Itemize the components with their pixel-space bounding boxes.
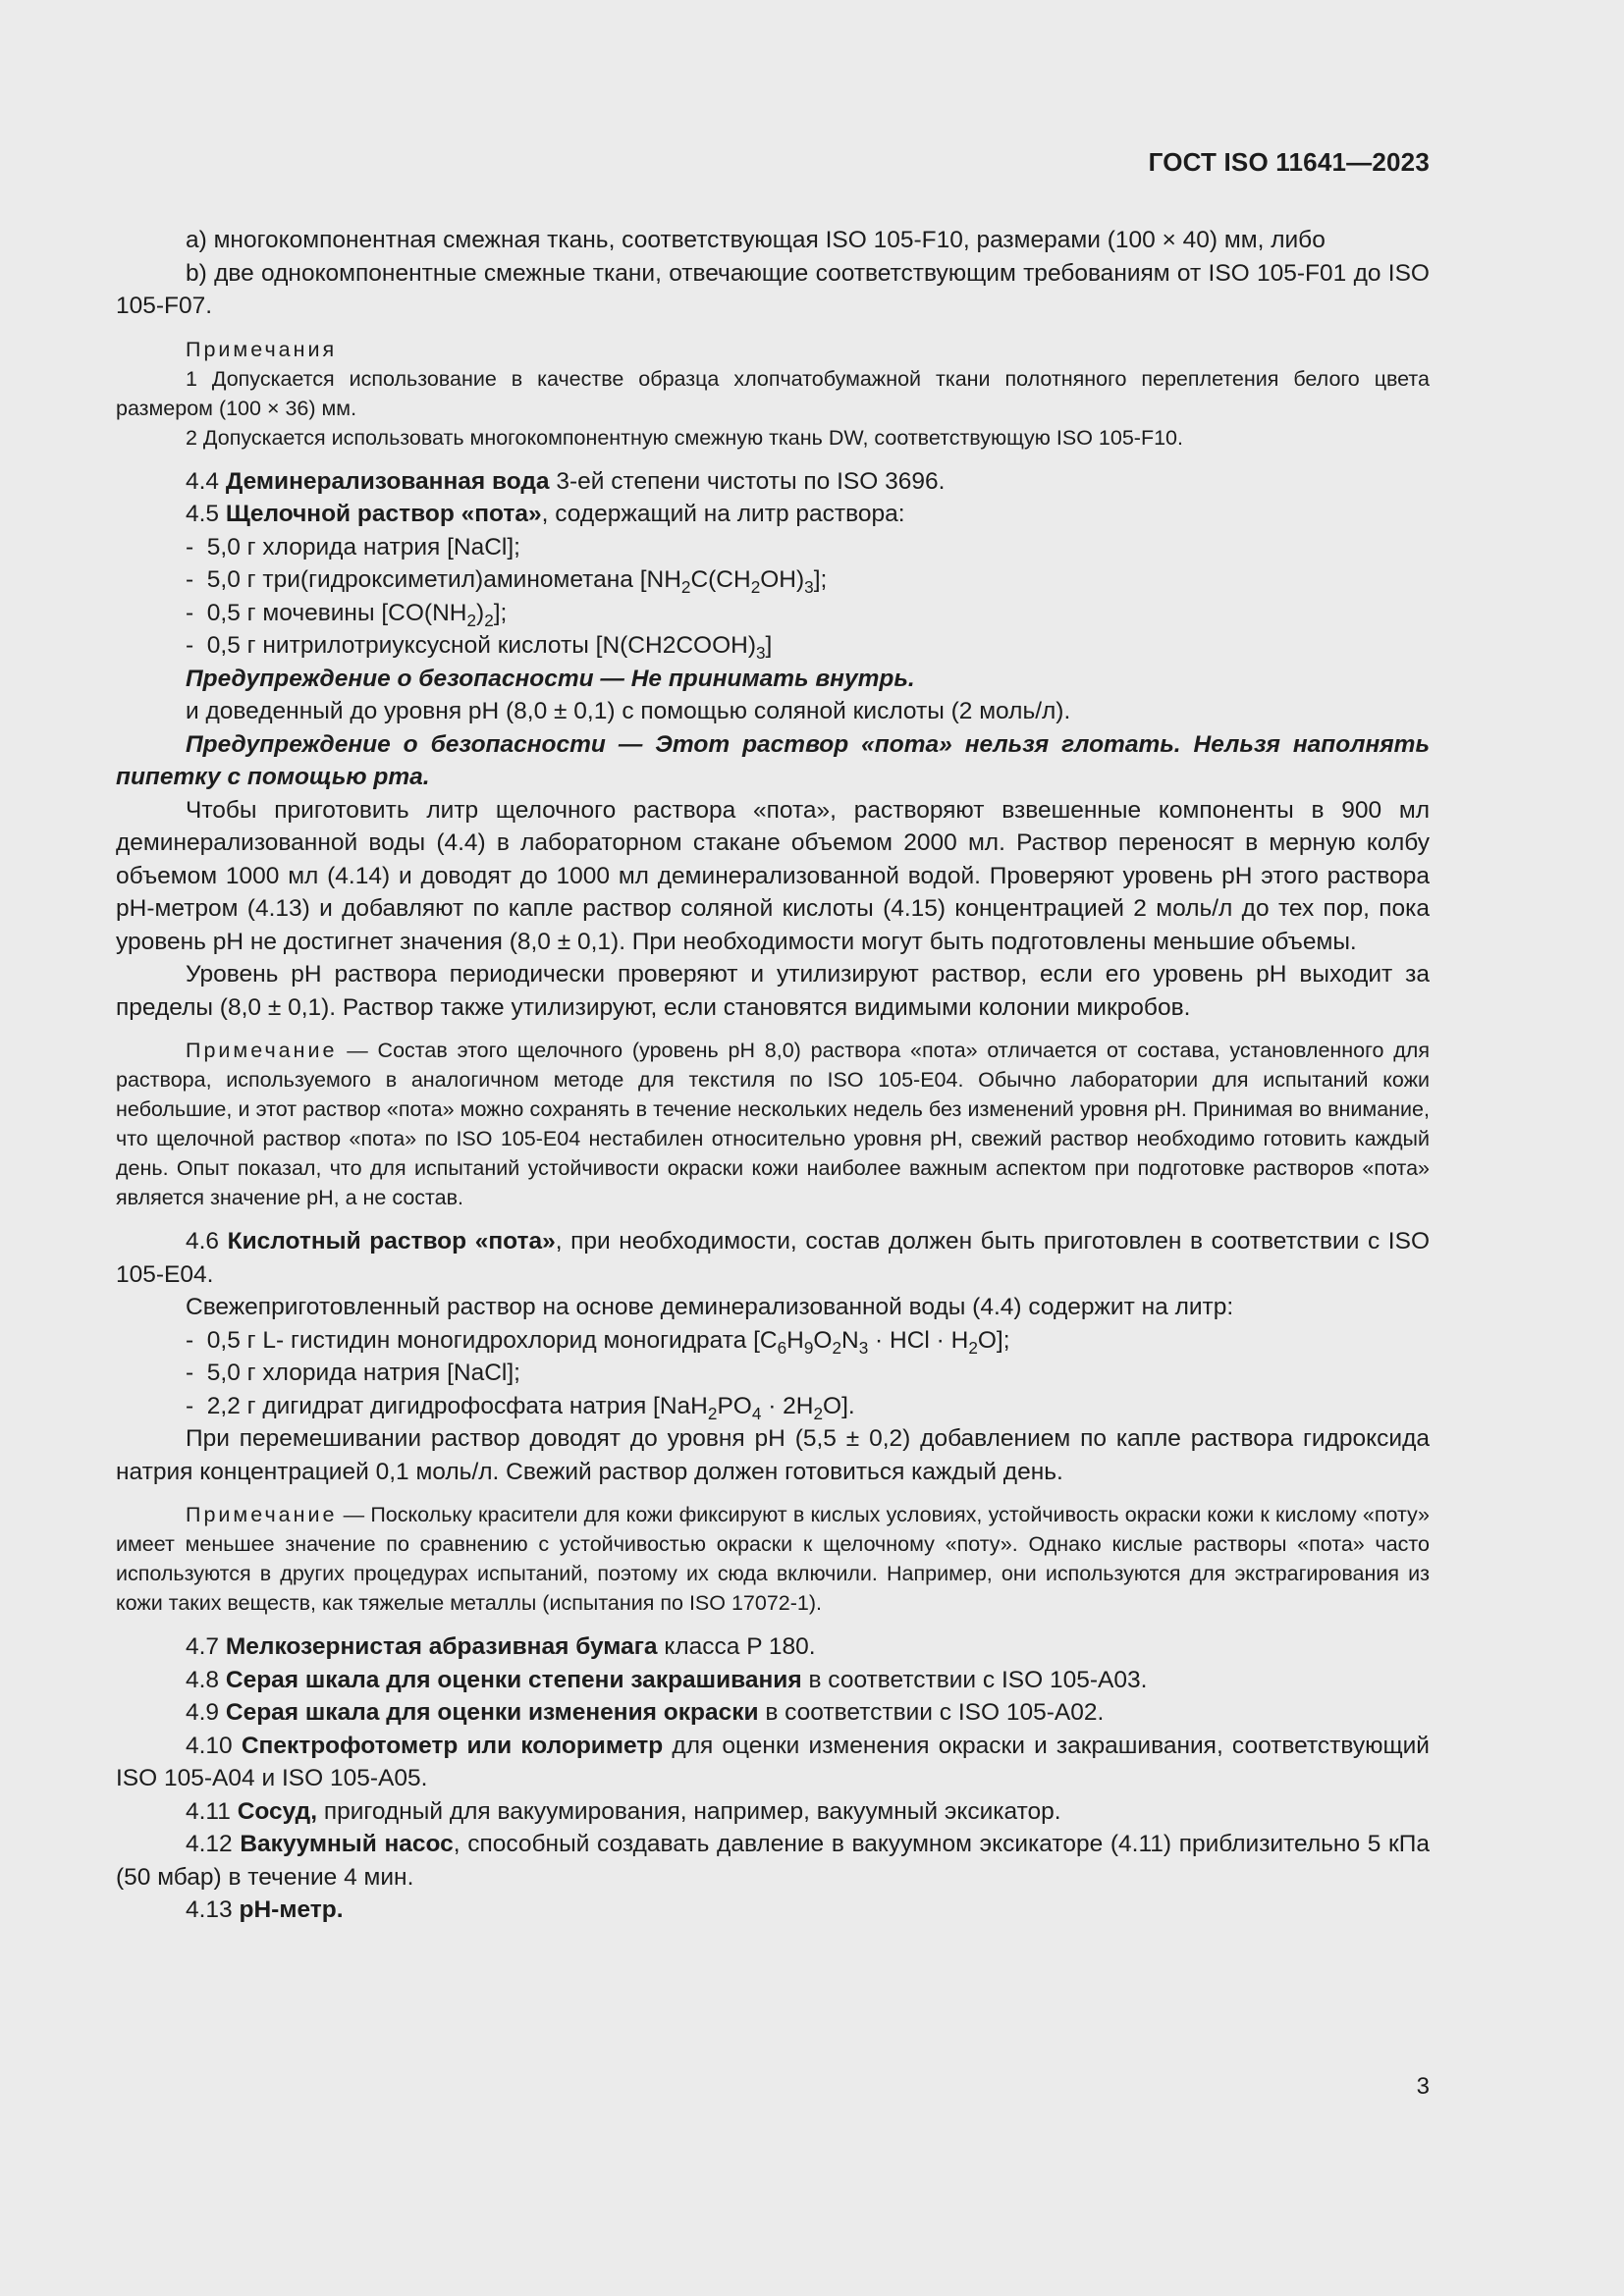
- page-number: 3: [1416, 2073, 1430, 2100]
- section-term: Спектрофотометр или колориметр: [241, 1732, 664, 1759]
- list-item-b: b) две однокомпонентные смежные ткани, отвечающие соответствующим требованиям от ISO 105-F01 до ISO 105-F07.: [116, 259, 1430, 319]
- section-4-12: 4.12 Вакуумный насос, способный создавать давление в вакуумном эксикаторе (4.11) приблизительно 5 кПа (50 мбар) в течение 4 мин.: [116, 1831, 1430, 1891]
- list-item: - 5,0 г три(гидроксиметил)аминометана $[NH_2C(CH_2OH)_3]$;: [186, 566, 828, 597]
- section-4-9: 4.9 Серая шкала для оценки изменения окраски в соответствии с ISO 105-A02.: [186, 1699, 1105, 1726]
- section-4-13: 4.13 pH-метр.: [186, 1896, 344, 1923]
- list-item: - 5,0 г хлорида натрия [NaCl];: [186, 533, 520, 561]
- section-4-7: 4.7 Мелкозернистая абразивная бумага класса P 180.: [186, 1633, 816, 1660]
- section-term: Щелочной раствор «пота»: [225, 501, 542, 527]
- list-item-a: a) многокомпонентная смежная ткань, соответствующая ISO 105-F10, размерами (100 × 40) мм, либо: [186, 227, 1326, 253]
- section-term: Вакуумный насос: [240, 1831, 454, 1857]
- safety-warning: Предупреждение о безопасности — Не принимать внутрь.: [186, 665, 915, 692]
- notes-title: Примечания: [186, 337, 338, 361]
- list-item: - 0,5 г нитрилотриуксусной кислоты $[N(CH2COOH)_3]$: [186, 632, 773, 663]
- note-label: Примечание: [186, 1503, 338, 1526]
- section-term: Серая шкала для оценки изменения окраски: [225, 1699, 759, 1726]
- document-body: [116, 224, 1430, 1927]
- section-term: Мелкозернистая абразивная бумага: [225, 1633, 658, 1660]
- paragraph: и доведенный до уровня pH (8,0 ± 0,1) с помощью соляной кислоты (2 моль/л).: [186, 698, 1071, 724]
- document-header: ГОСТ ISO 11641—2023: [1148, 147, 1430, 177]
- section-4-8: 4.8 Серая шкала для оценки степени закрашивания в соответствии с ISO 105-A03.: [186, 1666, 1148, 1693]
- note-2: 2 Допускается использовать многокомпонентную смежную ткань DW, соответствующую ISO 105-F10.: [186, 425, 1183, 450]
- paragraph: Свежеприготовленный раствор на основе деминерализованной воды (4.4) содержит на литр:: [186, 1294, 1234, 1320]
- section-4-5: 4.5 Щелочной раствор «пота», содержащий на литр раствора:: [186, 501, 905, 527]
- notes-block: [116, 335, 1430, 453]
- section-term: pH-метр.: [239, 1896, 344, 1923]
- list-item: - 0,5 г мочевины $[CO(NH_2)_2]$;: [186, 599, 508, 630]
- section-4-11: 4.11 Сосуд, пригодный для вакуумирования, например, вакуумный эксикатор.: [186, 1797, 1061, 1825]
- section-4-6: 4.6 Кислотный раствор «пота», при необходимости, состав должен быть приготовлен в соответствии с ISO 105-E04.: [116, 1228, 1430, 1288]
- paragraph: Чтобы приготовить литр щелочного раствора «пота», растворяют взвешенные компоненты в 900 мл деминерализованной воды (4.4) в лабораторном стакане объемом 2000 мл. Раствор переносят в мерную колбу объемом 1000 мл (4.14) и доводят до 1000 мл деминерализованной водой. Проверяют уровень pH этого раствора pH-метром (4.13) и добавляют по капле раствор соляной кислоты (4.15) концентрацией 2 моль/л до тех пор, пока уровень pH не достигнет значения (8,0 ± 0,1). При необходимости могут быть подготовлены меньшие объемы.: [116, 796, 1430, 955]
- section-term: Кислотный раствор «пота»: [227, 1228, 556, 1255]
- safety-warning: Предупреждение о безопасности — Этот раствор «пота» нельзя глотать. Нельзя наполнять пипетку с помощью рта.: [116, 730, 1430, 790]
- section-term: Серая шкала для оценки степени закрашивания: [225, 1666, 802, 1693]
- note-block: Примечание — Состав этого щелочного (уровень pH 8,0) раствора «пота» отличается от состава, установленного для раствора, используемого в аналогичном методе для текстиля по ISO 105-E04. Обычно лаборатории для испытаний кожи небольшие, и этот раствор «пота» можно сохранять в течение нескольких недель без изменений уровня pH. Принимая во внимание, что щелочной раствор «пота» по ISO 105-E04 нестабилен относительно уровня pH, свежий раствор необходимо готовить каждый день. Опыт показал, что для испытаний устойчивости окраски кожи наиболее важным аспектом при подготовке растворов «пота» является значение pH, а не состав.: [116, 1039, 1430, 1209]
- list-item: - 0,5 г L- гистидин моногидрохлорид моногидрата [$C_6H_9O_2N_3$ · HCl · $H_2O$];: [186, 1326, 1010, 1358]
- note-block: Примечание — Поскольку красители для кожи фиксируют в кислых условиях, устойчивость окраски кожи к кислому «поту» имеет меньшее значение по сравнению с устойчивостью окраски к щелочному «поту». Однако кислые растворы «пота» часто используются в других процедурах испытаний, поэтому их сюда включили. Например, они используются для экстрагирования из кожи таких веществ, как тяжелые металлы (испытания по ISO 17072-1).: [116, 1503, 1430, 1615]
- section-4-4: 4.4 Деминерализованная вода 3-ей степени чистоты по ISO 3696.: [186, 467, 946, 495]
- list-item: - 5,0 г хлорида натрия [NaCl];: [186, 1360, 520, 1386]
- paragraph: Уровень pH раствора периодически проверяют и утилизируют раствор, если его уровень pH выходит за пределы (8,0 ± 0,1). Раствор также утилизируют, если становятся видимыми колонии микробов.: [116, 961, 1430, 1021]
- note-label: Примечание: [186, 1039, 338, 1062]
- paragraph: При перемешивании раствор доводят до уровня pH (5,5 ± 0,2) добавлением по капле раствора гидроксида натрия концентрацией 0,1 моль/л. Свежий раствор должен готовиться каждый день.: [116, 1425, 1430, 1485]
- section-term: Деминерализованная вода: [225, 467, 550, 495]
- list-item: - 2,2 г дигидрат дигидрофосфата натрия $[NaH_2PO_4 \cdot 2H_2O]$.: [186, 1392, 855, 1423]
- section-4-10: 4.10 Спектрофотометр или колориметр для оценки изменения окраски и закрашивания, соответствующий ISO 105-A04 и ISO 105-A05.: [116, 1732, 1430, 1791]
- section-term: Сосуд,: [237, 1797, 318, 1825]
- note-1: 1 Допускается использование в качестве образца хлопчатобумажной ткани полотняного переплетения белого цвета размером (100 × 36) мм.: [116, 366, 1430, 420]
